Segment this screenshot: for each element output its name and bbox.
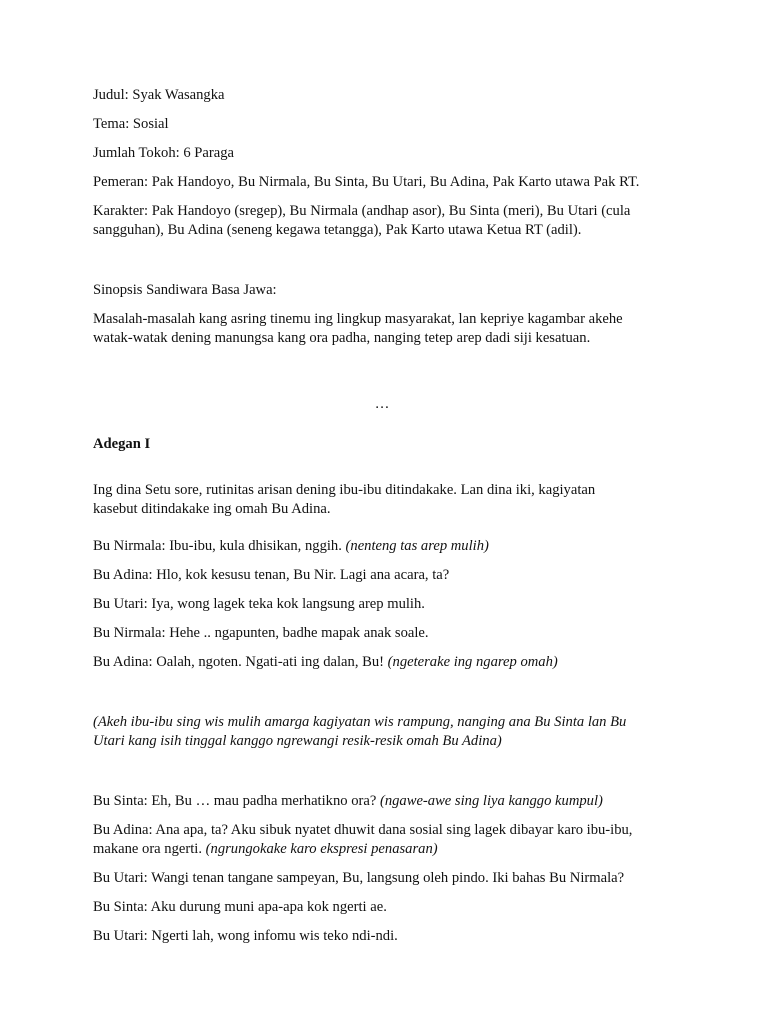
sinopsis-line-1: Masalah-masalah kang asring tinemu ing lingkup masyarakat, lan kepriye kagambar akehe	[93, 311, 623, 327]
dialog-text: Bu Sinta: Eh, Bu … mau padha merhatikno ora?	[93, 793, 380, 809]
adegan-intro	[93, 481, 678, 519]
section-separator: …	[374, 396, 390, 412]
sinopsis-line-2: watak-watak dening manungsa kang ora padha, nanging tetep arep dadi siji kesatuan.	[93, 330, 591, 346]
stage-direction: (ngawe-awe sing liya kanggo kumpul)	[379, 793, 603, 809]
narration-paragraph	[93, 713, 678, 751]
sinopsis-title: Sinopsis Sandiwara Basa Jawa:	[93, 282, 277, 298]
dialog-paragraph	[93, 821, 678, 859]
judul-line: Judul: Syak Wasangka	[93, 87, 225, 103]
narration-line-2: Utari kang isih tinggal kanggo ngrewangi resik-resik omah Bu Adina)	[93, 733, 502, 749]
dialog-line-2	[93, 840, 678, 859]
dialog-line	[93, 566, 678, 585]
dialog-line: Bu Utari: Ngerti lah, wong infomu wis teko ndi-ndi.	[93, 928, 398, 944]
dialog-line	[93, 653, 678, 672]
tema-line: Tema: Sosial	[93, 116, 169, 132]
dialog-text: Bu Utari: Iya, wong lagek teka kok langsung arep mulih.	[93, 596, 425, 612]
dialog-text: Bu Adina: Oalah, ngoten. Ngati-ati ing dalan, Bu!	[93, 654, 388, 670]
dialog-text: makane ora ngerti.	[93, 841, 206, 857]
dialog-text: Bu Nirmala: Ibu-ibu, kula dhisikan, nggih.	[93, 538, 346, 554]
dialog-line	[93, 537, 678, 556]
karakter-line-2: sangguhan), Bu Adina (seneng kegawa tetangga), Pak Karto utawa Ketua RT (adil).	[93, 222, 582, 238]
stage-direction: (nenteng tas arep mulih)	[345, 538, 489, 554]
dialog-line	[93, 624, 678, 643]
sinopsis-paragraph	[93, 310, 678, 348]
narration-line-1: (Akeh ibu-ibu sing wis mulih amarga kagiyatan wis rampung, nanging ana Bu Sinta lan Bu	[93, 714, 627, 730]
karakter-line-1: Karakter: Pak Handoyo (sregep), Bu Nirmala (andhap asor), Bu Sinta (meri), Bu Utari (cula	[93, 203, 631, 219]
adegan-intro-line-2: kasebut ditindakake ing omah Bu Adina.	[93, 501, 331, 517]
adegan-heading: Adegan I	[93, 436, 151, 452]
dialog-line	[93, 595, 678, 614]
stage-direction: (ngeterake ing ngarep omah)	[387, 654, 558, 670]
adegan-intro-line-1: Ing dina Setu sore, rutinitas arisan dening ibu-ibu ditindakake. Lan dina iki, kagiyatan	[93, 482, 596, 498]
dialog-text: Bu Adina: Hlo, kok kesusu tenan, Bu Nir. Lagi ana acara, ta?	[93, 567, 450, 583]
stage-direction: (ngrungokake karo ekspresi penasaran)	[205, 841, 438, 857]
dialog-line: Bu Utari: Wangi tenan tangane sampeyan, Bu, langsung oleh pindo. Iki bahas Bu Nirmala?	[93, 870, 625, 886]
document-page	[93, 86, 678, 956]
dialog-text: Bu Nirmala: Hehe .. ngapunten, badhe mapak anak soale.	[93, 625, 429, 641]
dialog-line-1: Bu Adina: Ana apa, ta? Aku sibuk nyatet dhuwit dana sosial sing lagek dibayar karo ibu-ibu,	[93, 822, 633, 838]
karakter-paragraph	[93, 202, 678, 240]
dialog-line: Bu Sinta: Aku durung muni apa-apa kok ngerti ae.	[93, 899, 387, 915]
dialog-line	[93, 792, 678, 811]
jumlah-tokoh-line: Jumlah Tokoh: 6 Paraga	[93, 145, 234, 161]
pemeran-line: Pemeran: Pak Handoyo, Bu Nirmala, Bu Sinta, Bu Utari, Bu Adina, Pak Karto utawa Pak RT.	[93, 174, 640, 190]
